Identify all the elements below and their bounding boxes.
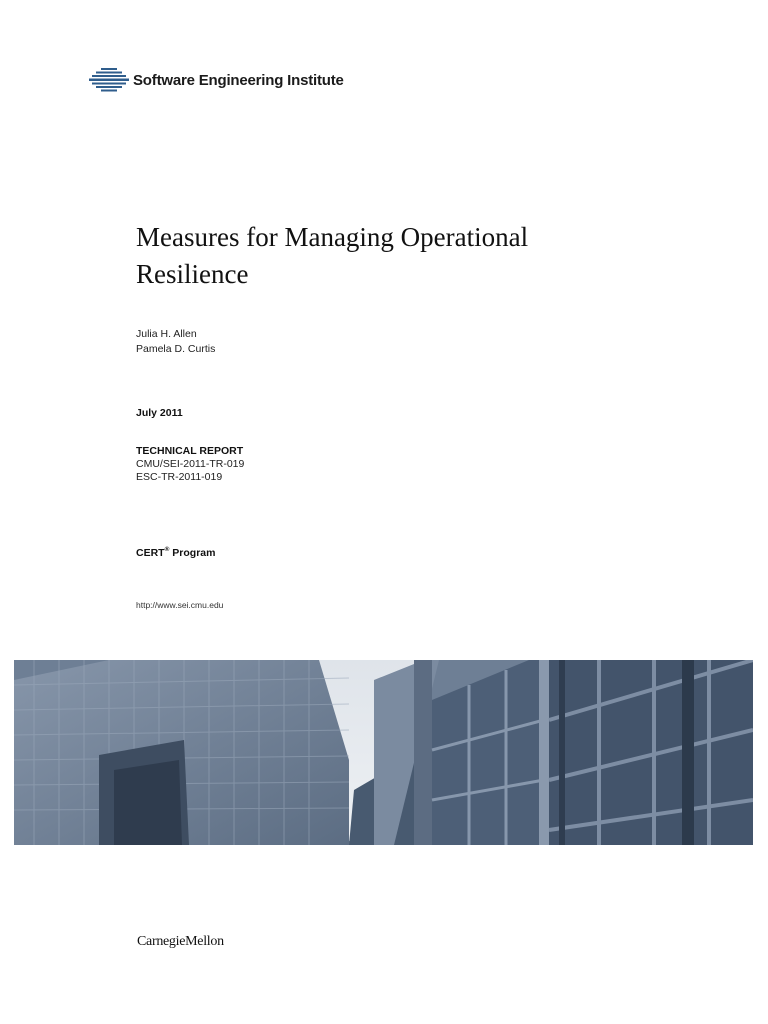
report-title	[136, 219, 636, 293]
publication-date: July 2011	[136, 407, 183, 419]
report-number: CMU/SEI-2011-TR-019	[136, 458, 245, 470]
author-name: Julia H. Allen	[136, 328, 197, 340]
carnegie-mellon-wordmark: CarnegieMellon	[137, 934, 224, 949]
sei-globe-logo-icon	[89, 67, 129, 93]
report-title-line-1: Measures for Managing Operational	[136, 222, 529, 252]
author-list	[136, 327, 215, 357]
registered-mark: ®	[164, 546, 170, 553]
building-photo	[14, 660, 753, 845]
author-name: Pamela D. Curtis	[136, 343, 216, 355]
report-number: ESC-TR-2011-019	[136, 471, 223, 483]
sei-logo	[89, 66, 344, 94]
report-info	[136, 445, 244, 484]
report-title-line-2: Resilience	[136, 259, 249, 289]
program-title: CERT	[136, 547, 165, 559]
program-suffix: Program	[169, 547, 216, 559]
website-url: http://www.sei.cmu.edu	[136, 600, 224, 610]
program-name	[136, 546, 216, 559]
report-type: TECHNICAL REPORT	[136, 445, 244, 457]
org-name: Software Engineering Institute	[133, 71, 344, 89]
